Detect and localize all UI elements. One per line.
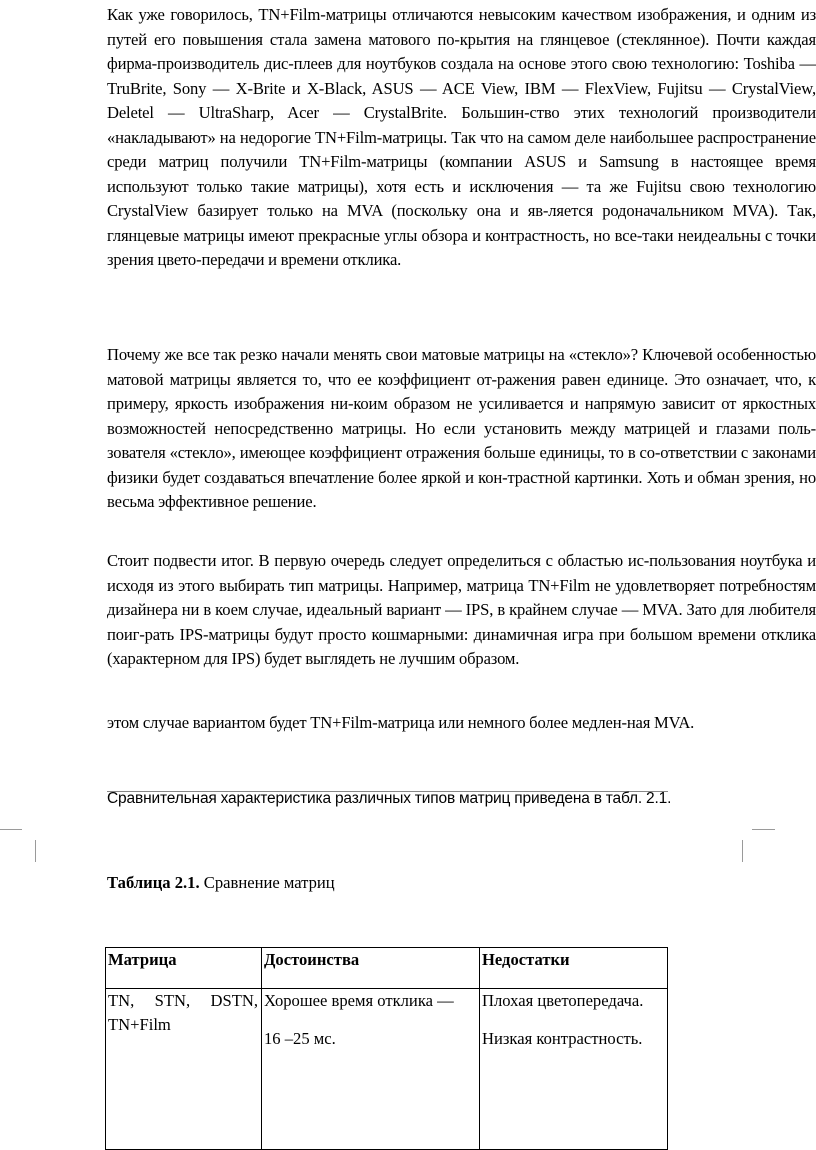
table-caption-label: Таблица 2.1.	[107, 873, 200, 892]
paragraph-table-reference: Сравнительная характеристика различных типов матриц приведена в табл. 2.1.	[107, 790, 672, 807]
table-caption-text: Сравнение матриц	[199, 873, 335, 892]
cell-disadvantages	[480, 989, 668, 1150]
paragraph-tn-film-choice: этом случае вариантом будет TN+Film-матрица или немного более медлен-ная MVA.	[107, 713, 695, 732]
cell-matrix-types	[106, 989, 262, 1150]
disadvantages-line2: Низкая контрастность.	[482, 1029, 643, 1048]
advantages-line1: Хорошее время отклика —	[264, 991, 454, 1010]
cell-advantages	[262, 989, 480, 1150]
paragraph-summary: Стоит подвести итог. В первую очередь следует определиться с областью ис-пользования ноутбука и исходя из этого выбирать тип матрицы. Например, матрица TN+Film не удовлетворяет потребностям дизайнера ни в коем случае, идеальный вариант — IPS, в крайнем случае — MVA. Зато для любителя поиг-рать IPS-матрицы будут просто кошмарными: динамичная игра при большом времени отклика (характерном для IPS) будет выглядеть не лучшим образом.	[107, 551, 816, 668]
comparison-table	[105, 947, 668, 1150]
header-advantages: Достоинства	[262, 948, 480, 989]
crop-mark-right-vertical	[742, 840, 743, 862]
table-row	[106, 989, 668, 1150]
header-disadvantages: Недостатки	[480, 948, 668, 989]
header-matrix: Матрица	[106, 948, 262, 989]
advantages-line2: 16 –25 мс.	[264, 1029, 336, 1048]
matrix-types-line1: TN, STN, DSTN,	[108, 991, 258, 1010]
disadvantages-line1: Плохая цветопередача.	[482, 991, 644, 1010]
table-header-row	[106, 948, 668, 989]
paragraph-glossy-coating: Как уже говорилось, TN+Film-матрицы отличаются невысоким качеством изображения, и одним из путей его повышения стала замена матового по-крытия на глянцевое (стеклянное). Почти каждая фирма-производитель дис-плеев для ноутбуков создала на основе этого свою технологию: Toshiba — TruBrite, Sony — X-Brite и X-Black, ASUS — ACE View, IBM — FlexView, Fujitsu — CrystalView, Deletel — UltraSharp, Acer — CrystalBrite. Большин-ство этих технологий производители «накладывают» на недорогие TN+Film-матрицы. Так что на самом деле наибольшее распространение среди матриц получили TN+Film-матрицы (компании ASUS и Samsung в настоящее время используют только такие матрицы), хотя есть и исключения — та же Fujitsu свою технологию CrystalView базирует только на MVA (поскольку она и яв-ляется родоначальником MVA). Так, глянцевые матрицы имеют прекрасные углы обзора и контрастность, но все-таки неидеальны с точки зрения цвето-передачи и времени отклика.	[107, 5, 816, 269]
matrix-types-line2: TN+Film	[108, 1015, 171, 1034]
crop-mark-left-vertical	[35, 840, 36, 862]
crop-mark-right-horizontal	[752, 829, 775, 830]
paragraph-why-glass: Почему же все так резко начали менять свои матовые матрицы на «стекло»? Ключевой особенностью матовой матрицы является то, что ее коэффициент от-ражения равен единице. Это означает, что, к примеру, яркость изображения ни-коим образом не усиливается и напрямую зависит от яркостных возможностей непосредственно матрицы. Но если установить между матрицей и глазами поль-зователя «стекло», имеющее коэффициент отражения больше единицы, то в со-ответствии с законами физики будет создаваться впечатление более яркой и кон-трастной картинки. Хоть и обман зрения, но весьма эффективное решение.	[107, 345, 816, 511]
crop-mark-left-horizontal	[0, 829, 22, 830]
table-caption	[107, 871, 335, 895]
